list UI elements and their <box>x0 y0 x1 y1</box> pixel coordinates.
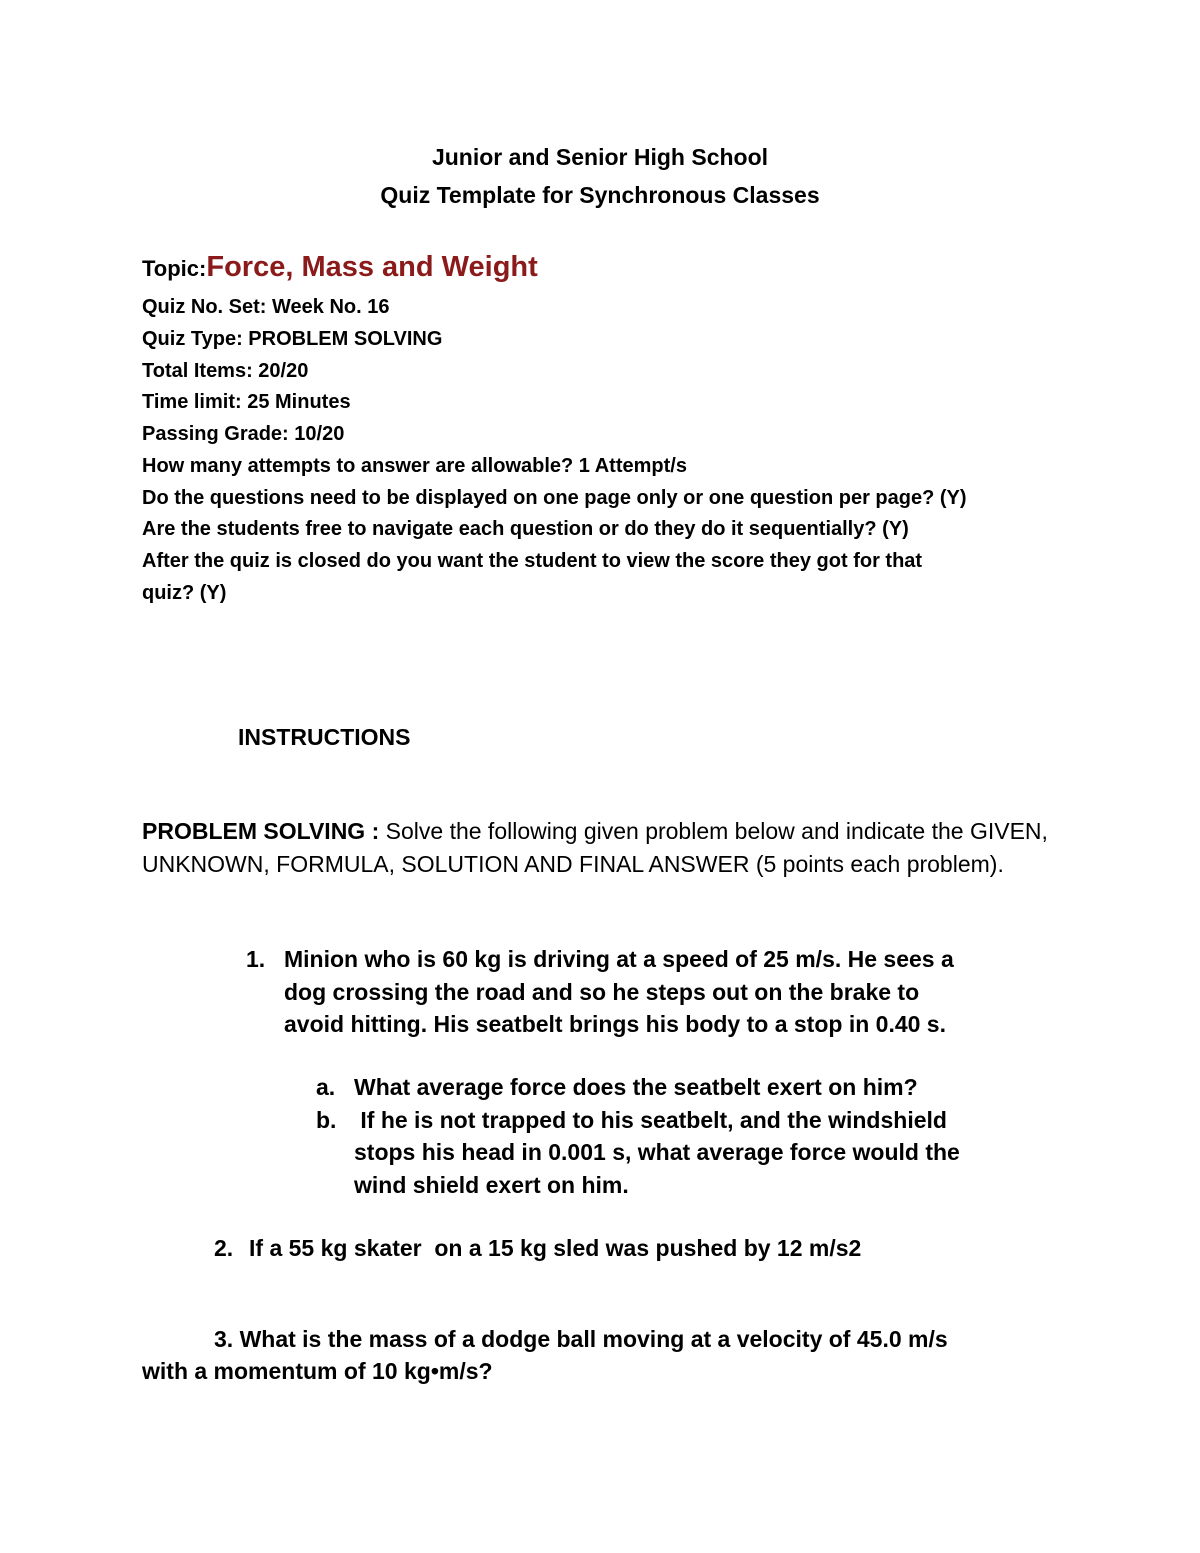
view-score-setting: After the quiz is closed do you want the student to view the score they got for that <box>142 550 923 572</box>
topic-value: Force, Mass and Weight <box>206 251 538 283</box>
time-limit: Time limit: 25 Minutes <box>142 391 351 413</box>
instructions-heading: INSTRUCTIONS <box>238 724 411 750</box>
total-items: Total Items: 20/20 <box>142 360 309 382</box>
view-score-setting-cont: quiz? (Y) <box>142 582 227 604</box>
topic-row <box>142 252 538 286</box>
question-1a-text: What average force does the seatbelt exert on him? <box>354 1074 918 1100</box>
header-school: Junior and Senior High School <box>431 144 769 170</box>
problem-solving-label: PROBLEM SOLVING : <box>142 818 386 844</box>
question-1b-line-1: If he is not trapped to his seatbelt, and the windshield <box>354 1107 947 1133</box>
question-1a-letter: a. <box>316 1074 336 1100</box>
quiz-type: Quiz Type: PROBLEM SOLVING <box>142 328 443 350</box>
passing-grade: Passing Grade: 10/20 <box>142 423 345 445</box>
question-2-text: If a 55 kg skater on a 15 kg sled was pushed by 12 m/s2 <box>249 1235 862 1261</box>
attempts-allowed: How many attempts to answer are allowable? 1 Attempt/s <box>142 455 687 477</box>
question-1b-letter: b. <box>316 1107 337 1133</box>
question-1-line-1: Minion who is 60 kg is driving at a speed of 25 m/s. He sees a <box>284 946 954 972</box>
question-3-line-2: with a momentum of 10 kg•m/s? <box>142 1358 493 1384</box>
question-1b-line-2: stops his head in 0.001 s, what average force would the <box>354 1139 960 1165</box>
question-2-number: 2. <box>214 1235 234 1261</box>
problem-solving-instructions <box>142 815 1072 880</box>
topic-label: Topic: <box>142 256 207 281</box>
problem-solving-text: Solve the following given problem below and indicate the GIVEN, UNKNOWN, FORMULA, SOLUTION AND FINAL ANSWER (5 points each problem). <box>142 818 1048 877</box>
question-1b-line-3: wind shield exert on him. <box>354 1172 629 1198</box>
header-template-title: Quiz Template for Synchronous Classes <box>380 182 820 208</box>
display-setting: Do the questions need to be displayed on one page only or one question per page? (Y) <box>142 487 967 509</box>
question-1-line-3: avoid hitting. His seatbelt brings his body to a stop in 0.40 s. <box>284 1011 946 1037</box>
quiz-no: Quiz No. Set: Week No. 16 <box>142 296 390 318</box>
question-1-number: 1. <box>246 946 266 972</box>
question-1-line-2: dog crossing the road and so he steps out on the brake to <box>284 979 920 1005</box>
navigation-setting: Are the students free to navigate each question or do they do it sequentially? (Y) <box>142 518 909 540</box>
question-3-line-1: 3. What is the mass of a dodge ball moving at a velocity of 45.0 m/s <box>214 1326 948 1352</box>
